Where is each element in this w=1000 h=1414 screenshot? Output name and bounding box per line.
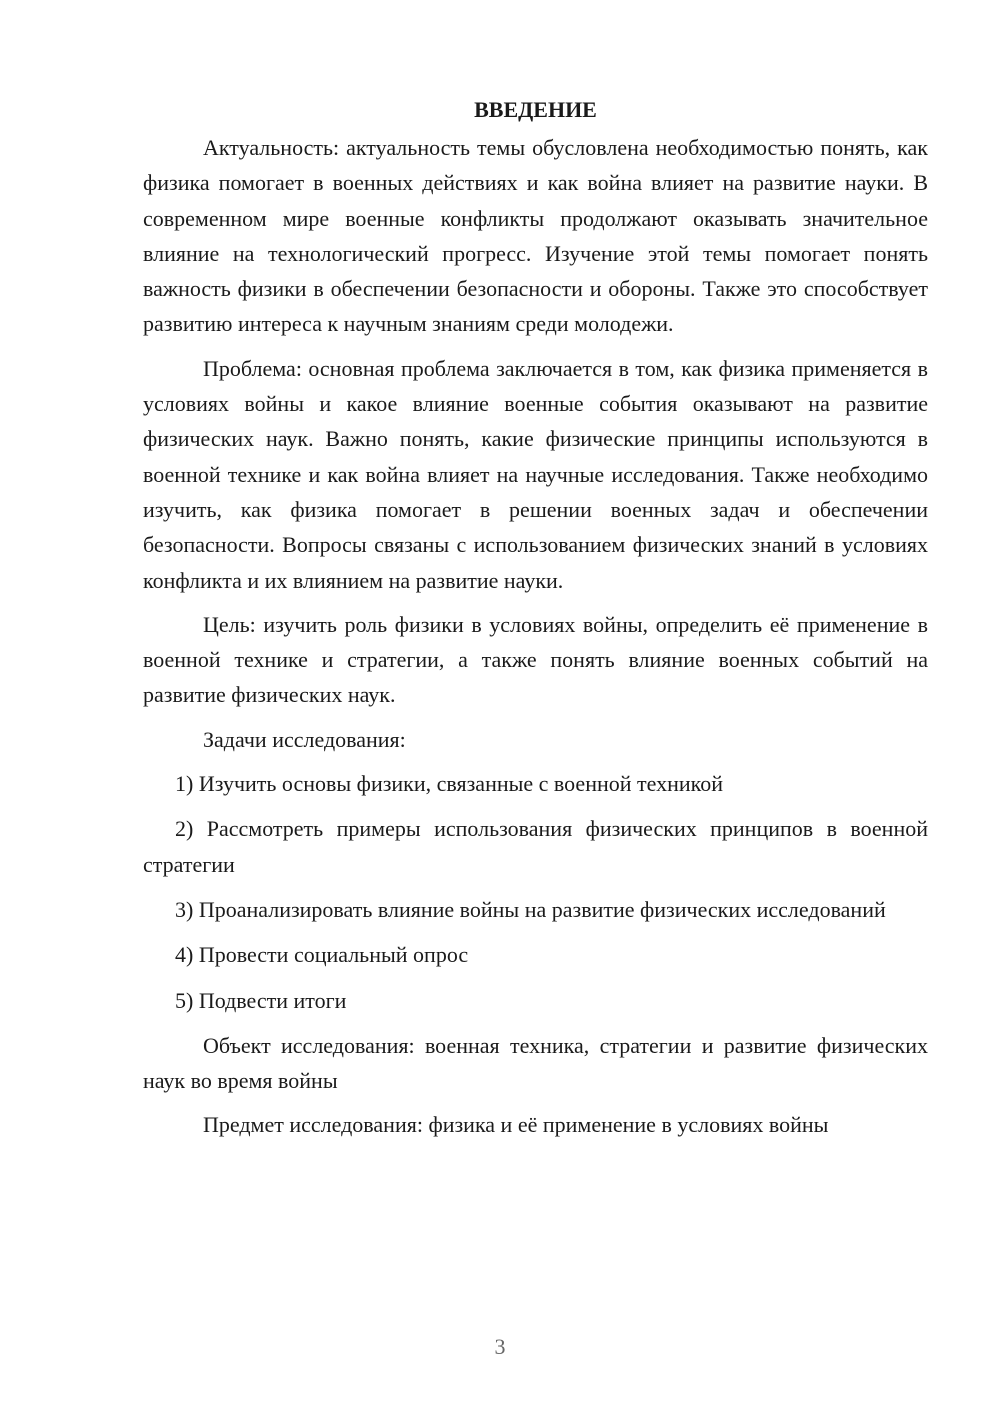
tasks-heading: Задачи исследования:: [203, 726, 406, 752]
goal-paragraph: Цель: изучить роль физики в условиях войны, определить её применение в военной технике и стратегии, а также понять влияние военных событий на развитие физических наук.: [143, 611, 928, 708]
section-title: ВВЕДЕНИЕ: [474, 97, 597, 122]
research-object-paragraph: Объект исследования: военная техника, стратегии и развитие физических наук во время войны: [143, 1032, 928, 1094]
task-item: 2) Рассмотреть примеры использования физических принципов в военной стратегии: [143, 816, 928, 877]
task-item: 4) Провести социальный опрос: [175, 942, 469, 968]
page-content: [143, 92, 928, 1152]
problem-paragraph: Проблема: основная проблема заключается в том, как физика применяется в условиях войны и какое влияние военные события оказывают на развитие физических наук. Важно понять, какие физические принципы используются в военной технике и как война влияет на научные исследования. Также необходимо изучить, как физика помогает в решении военных задач и обеспечении безопасности. Вопросы связаны с использованием физических знаний в условиях конфликта и их влиянием на развитие науки.: [143, 355, 928, 593]
task-item: 3) Проанализировать влияние войны на развитие физических исследований: [175, 896, 886, 922]
task-item: 5) Подвести итоги: [175, 987, 347, 1013]
relevance-paragraph: Актуальность: актуальность темы обусловлена необходимостью понять, как физика помогает в военных действиях и как война влияет на развитие науки. В современном мире военные конфликты продолжают оказывать значительное влияние на технологический прогресс. Изучение этой темы помогает понять важность физики в обеспечении безопасности и обороны. Также это способствует развитию интереса к научным знаниям среди молодежи.: [143, 135, 928, 337]
research-subject-paragraph: Предмет исследования: физика и её применение в условиях войны: [203, 1112, 829, 1138]
page-number: 3: [494, 1334, 506, 1359]
task-item: 1) Изучить основы физики, связанные с военной техникой: [175, 771, 724, 797]
